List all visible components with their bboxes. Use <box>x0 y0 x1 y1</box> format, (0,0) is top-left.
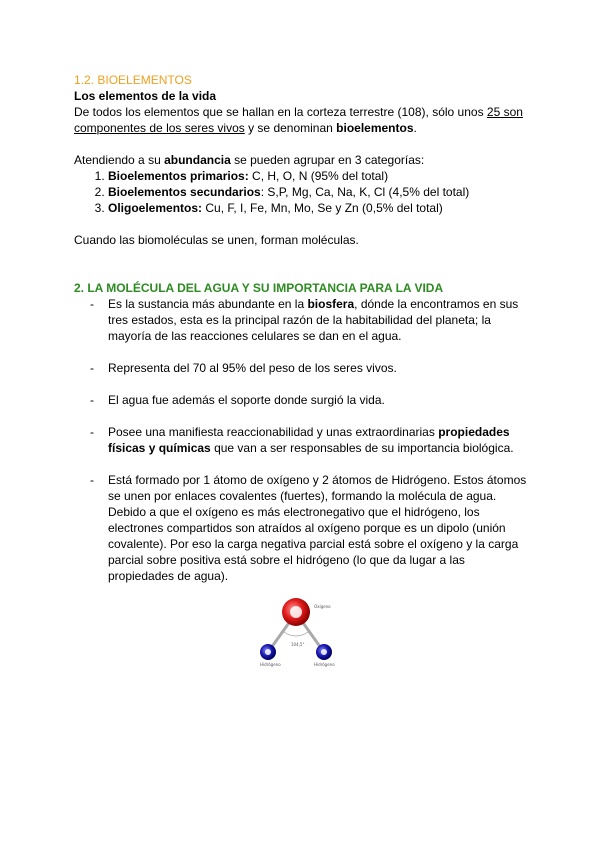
intro-mid-text: y se denominan <box>244 121 337 135</box>
oxygen-label: Oxígeno <box>314 604 331 609</box>
hydrogen-left-label: Hidrógeno <box>260 662 281 667</box>
water-bullets-list <box>90 296 530 600</box>
list-item <box>90 360 530 376</box>
intro-paragraph <box>74 104 534 136</box>
water-molecule-diagram <box>258 596 348 668</box>
intro-underlined-text: 25 son componentes de los seres vivos <box>74 105 523 135</box>
bullet-text: Posee una manifiesta reaccionabilidad y unas extraordinarias <box>108 425 439 439</box>
category-name: Bioelementos secundarios <box>108 185 261 199</box>
bond-angle-arc <box>284 632 308 636</box>
category-item <box>108 200 568 216</box>
bullet-text: Está formado por 1 átomo de oxígeno y 2 átomos de Hidrógeno. Estos átomos se unen por enlaces covalentes (fuertes), formando la molécula de agua. Debido a que el oxígeno es más electronegativo que el hidrógeno, los electrones compartidos son atraídos al oxígeno porque es un dipolo (unión covalente). Por eso la carga negativa parcial está sobre el oxígeno y la carga parcial sobre positiva está sobre el hidrógeno (lo que da lugar a las propiedades de agua). <box>108 473 527 583</box>
hydrogen-highlight <box>321 649 327 655</box>
intro-end: . <box>413 121 417 135</box>
section-heading-agua: 2. LA MOLÉCULA DEL AGUA Y SU IMPORTANCIA PARA LA VIDA <box>74 281 444 295</box>
intro-text: De todos los elementos que se hallan en la corteza terrestre (108), sólo unos <box>74 105 487 119</box>
bioelementos-term: bioelementos <box>336 121 414 135</box>
category-detail: C, H, O, N (95% del total) <box>248 169 389 183</box>
bullet-text: Es la sustancia más abundante en la <box>108 297 308 311</box>
category-item <box>108 184 568 200</box>
category-name: Bioelementos primarios: <box>108 169 249 183</box>
biosfera-term: biosfera <box>307 297 355 311</box>
subheading-elementos-vida: Los elementos de la vida <box>74 89 217 103</box>
abundance-pre: Atendiendo a su <box>74 153 165 167</box>
abundance-paragraph <box>74 152 534 168</box>
list-item <box>90 296 530 344</box>
list-item <box>90 472 530 584</box>
category-name: Oligoelementos: <box>108 201 203 215</box>
category-detail: Cu, F, I, Fe, Mn, Mo, Se y Zn (0,5% del total) <box>202 201 443 215</box>
hydrogen-right-label: Hidrógeno <box>314 662 335 667</box>
bullet-text: El agua fue además el soporte donde surgió la vida. <box>108 393 385 407</box>
hydrogen-highlight <box>265 649 271 655</box>
bullet-text: , dónde la encontramos en sus tres estados, esta es la principal razón de la habitabilidad del planeta; la mayoría de las reacciones celulares se dan en el agua. <box>108 297 519 343</box>
list-item <box>90 392 530 408</box>
list-item <box>90 424 530 456</box>
bullet-text: Representa del 70 al 95% del peso de los seres vivos. <box>108 361 397 375</box>
categories-list <box>74 168 568 216</box>
oxygen-highlight <box>290 606 302 618</box>
abundance-post: se pueden agrupar en 3 categorías: <box>230 153 425 167</box>
water-molecule-figure <box>258 596 348 668</box>
angle-label: 104,5° <box>291 642 305 647</box>
propiedades-term: propiedades físicas y químicas <box>108 425 510 455</box>
bullet-text: que van a ser responsables de su importancia biológica. <box>210 441 514 455</box>
abundance-term: abundancia <box>164 153 231 167</box>
category-item <box>108 168 568 184</box>
category-detail: : S,P, Mg, Ca, Na, K, Cl (4,5% del total) <box>260 185 470 199</box>
closing-paragraph: Cuando las biomoléculas se unen, forman moléculas. <box>74 233 359 247</box>
section-heading-bioelementos: 1.2. BIOELEMENTOS <box>74 73 192 87</box>
